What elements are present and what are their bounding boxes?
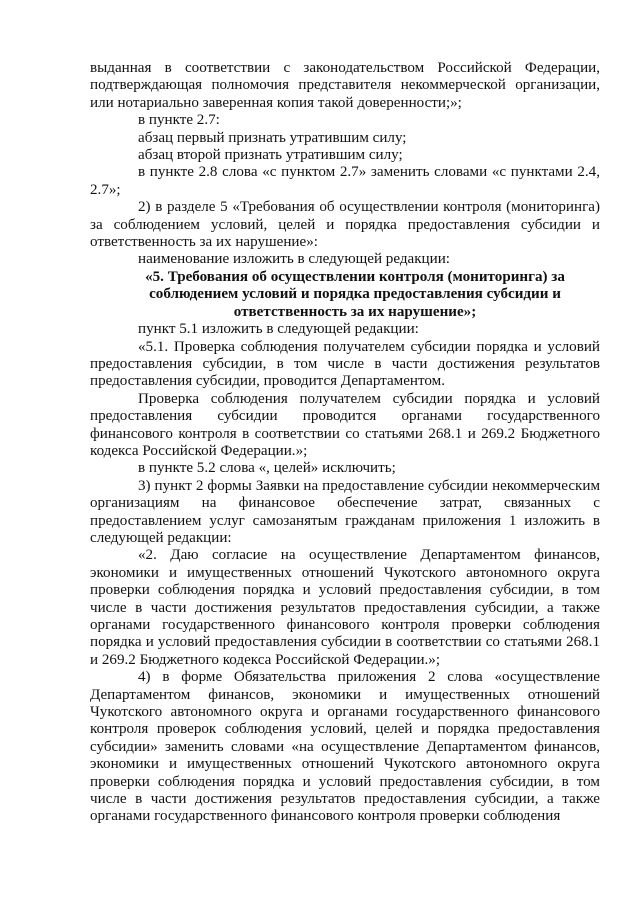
paragraph-clause-2-8: в пункте 2.8 слова «с пунктом 2.7» заменить словами «с пунктами 2.4, 2.7»; xyxy=(90,164,600,198)
paragraph-consent: «2. Даю согласие на осуществление Департаментом финансов, экономики и имущественных отношений Чукотского автономного округа проверки соблюдения порядка и условий предоставления субсидии, в том числе в части достижения результатов предоставления субсидии, а также органами государственного финансового контроля проверки соблюдения порядка и условий предоставления субсидии в соответствии со статьями 268.1 и 269.2 Бюджетного кодекса Российской Федерации.»; xyxy=(90,547,600,668)
paragraph-name-edit: наименование изложить в следующей редакции: xyxy=(138,251,450,268)
paragraph-first-void: абзац первый признать утратившим силу; xyxy=(138,129,407,146)
paragraph-clause-5-1-edit: пункт 5.1 изложить в следующей редакции: xyxy=(138,321,419,338)
paragraph-item-4: 4) в форме Обязательства приложения 2 слова «осуществление Департаментом финансов, экономики и имущественных отношений Чукотского автономного округа и органами государственного финансового контроля проверок соблюдения условий, целей и порядка предоставления субсидии» заменить словами «на осуществление Департаментом финансов, экономики и имущественных отношений Чукотского автономного округа проверки соблюдения порядка и условий предоставления субсидии, в том числе в части достижения результатов предоставления субсидии, а также органами государственного финансового контроля проверки соблюдения xyxy=(90,669,600,825)
paragraph-clause-5-1: «5.1. Проверка соблюдения получателем субсидии порядка и условий предоставления субсидии, в том числе в части достижения результатов предоставления субсидии, проводится Департаментом. xyxy=(90,338,600,390)
paragraph-second-void: абзац второй признать утратившим силу; xyxy=(138,147,403,164)
paragraph-clause-2-7: в пункте 2.7: xyxy=(138,112,220,129)
section-heading-line-1: «5. Требования об осуществлении контроля (мониторинга) за xyxy=(145,268,565,285)
section-heading-line-2: соблюдением условий и порядка предоставления субсидии и xyxy=(149,286,561,303)
paragraph-state-control: Проверка соблюдения получателем субсидии порядка и условий предоставления субсидии проводится органами государственного финансового контроля в соответствии со статьями 268.1 и 269.2 Бюджетного кодекса Российской Федерации.»; xyxy=(90,390,600,459)
section-heading-line-3: ответственность за их нарушение»; xyxy=(233,303,477,320)
section-heading xyxy=(90,269,600,321)
paragraph-section-5: 2) в разделе 5 «Требования об осуществлении контроля (мониторинга) за соблюдением условий, целей и порядка предоставления субсидии и ответственность за их нарушение»: xyxy=(90,199,600,251)
paragraph-item-3: 3) пункт 2 формы Заявки на предоставление субсидии некоммерческим организациям на финансовое обеспечение затрат, связанных с предоставлением услуг самозанятым гражданам приложения 1 изложить в следующей редакции: xyxy=(90,477,600,546)
document-page xyxy=(90,60,600,826)
paragraph-clause-5-2: в пункте 5.2 слова «, целей» исключить; xyxy=(138,460,396,477)
paragraph-continuation: выданная в соответствии с законодательством Российской Федерации, подтверждающая полномочия представителя некоммерческой организации, или нотариально заверенная копия такой доверенности;»; xyxy=(90,60,600,111)
